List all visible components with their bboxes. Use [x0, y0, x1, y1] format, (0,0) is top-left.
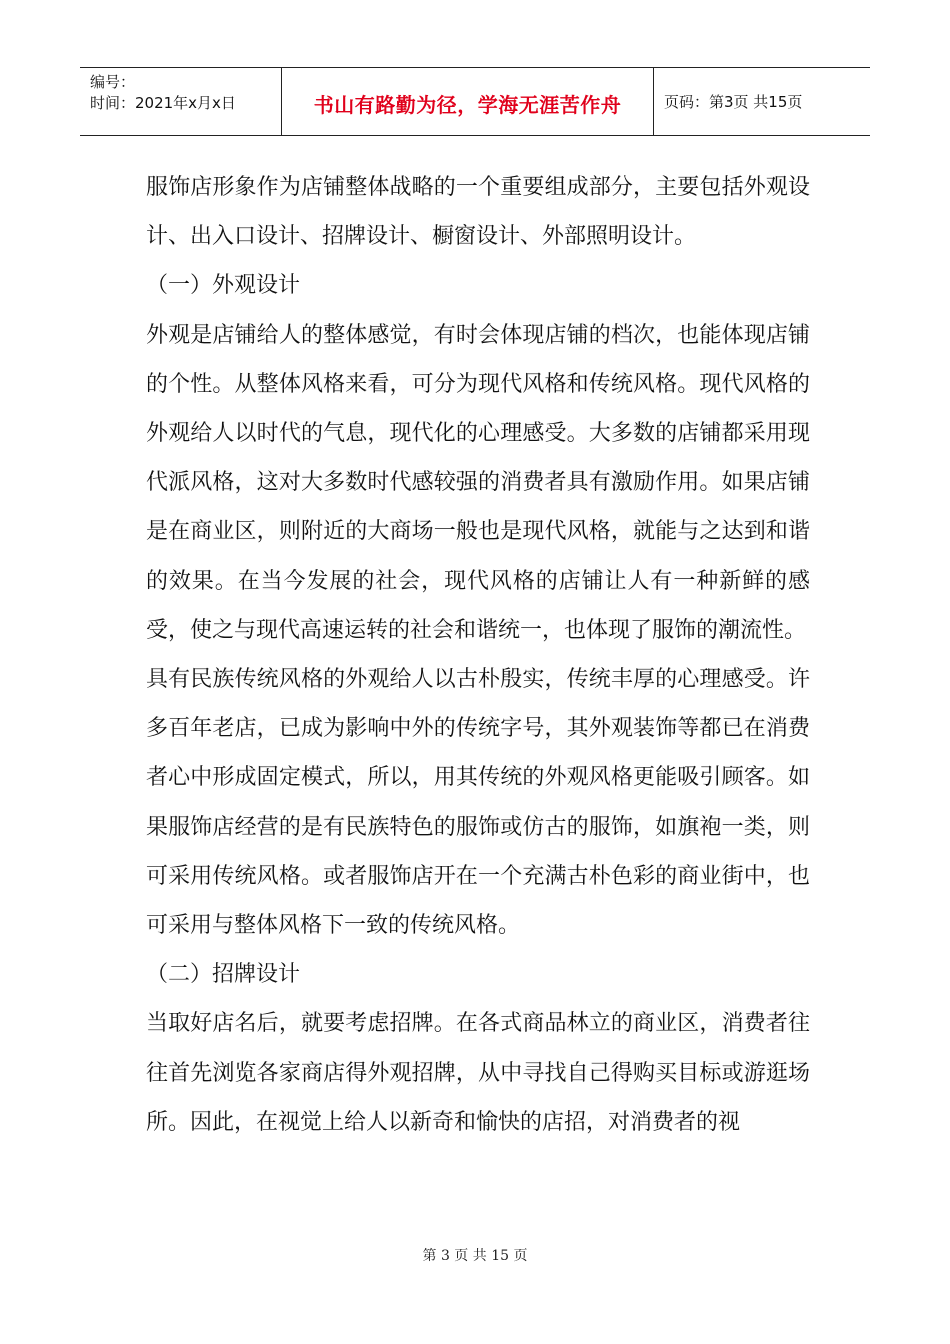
- page-footer: 第 3 页 共 15 页: [422, 1248, 528, 1264]
- section-heading: （一）外观设计: [146, 273, 301, 299]
- document-body: [146, 163, 810, 1147]
- body-paragraph: 外观是店铺给人的整体感觉，有时会体现店铺的档次，也能体现店铺的个性。从整体风格来看，可分为现代风格和传统风格。现代风格的外观给人以时代的气息，现代化的心理感受。大多数的店铺都采用现代派风格，这对大多数时代感较强的消费者具有激励作用。如果店铺是在商业区，则附近的大商场一般也是现代风格，就能与之达到和谐的效果。在当今发展的社会，现代风格的店铺让人有一种新鲜的感受，使之与现代高速运转的社会和谐统一，也体现了服饰的潮流性。: [146, 322, 810, 643]
- header-meta: [80, 68, 282, 135]
- page-header: [80, 67, 870, 136]
- body-paragraph: 服饰店形象作为店铺整体战略的一个重要组成部分，主要包括外观设计、出入口设计、招牌设计、橱窗设计、外部照明设计。: [146, 175, 810, 250]
- document-number-label: 编号：: [90, 73, 136, 91]
- body-paragraph: 当取好店名后，就要考虑招牌。在各式商品林立的商业区，消费者往往首先浏览各家商店得外观招牌，从中寻找自己得购买目标或游逛场所。因此，在视觉上给人以新奇和愉快的店招，对消费者的视: [146, 1011, 810, 1135]
- header-motto: 书山有路勤为径，学海无涯苦作舟: [282, 68, 654, 135]
- body-paragraph: 具有民族传统风格的外观给人以古朴殷实，传统丰厚的心理感受。许多百年老店，已成为影响中外的传统字号，其外观装饰等都已在消费者心中形成固定模式，所以，用其传统的外观风格更能吸引顾客。如果服饰店经营的是有民族特色的服饰或仿古的服饰，如旗袍一类，则可采用传统风格。或者服饰店开在一个充满古朴色彩的商业街中，也可采用与整体风格下一致的传统风格。: [146, 667, 810, 939]
- header-page-info: 页码：第3页 共15页: [664, 93, 803, 111]
- section-heading: （二）招牌设计: [146, 962, 301, 988]
- document-time-label: 时间：2021年x月x日: [90, 94, 236, 112]
